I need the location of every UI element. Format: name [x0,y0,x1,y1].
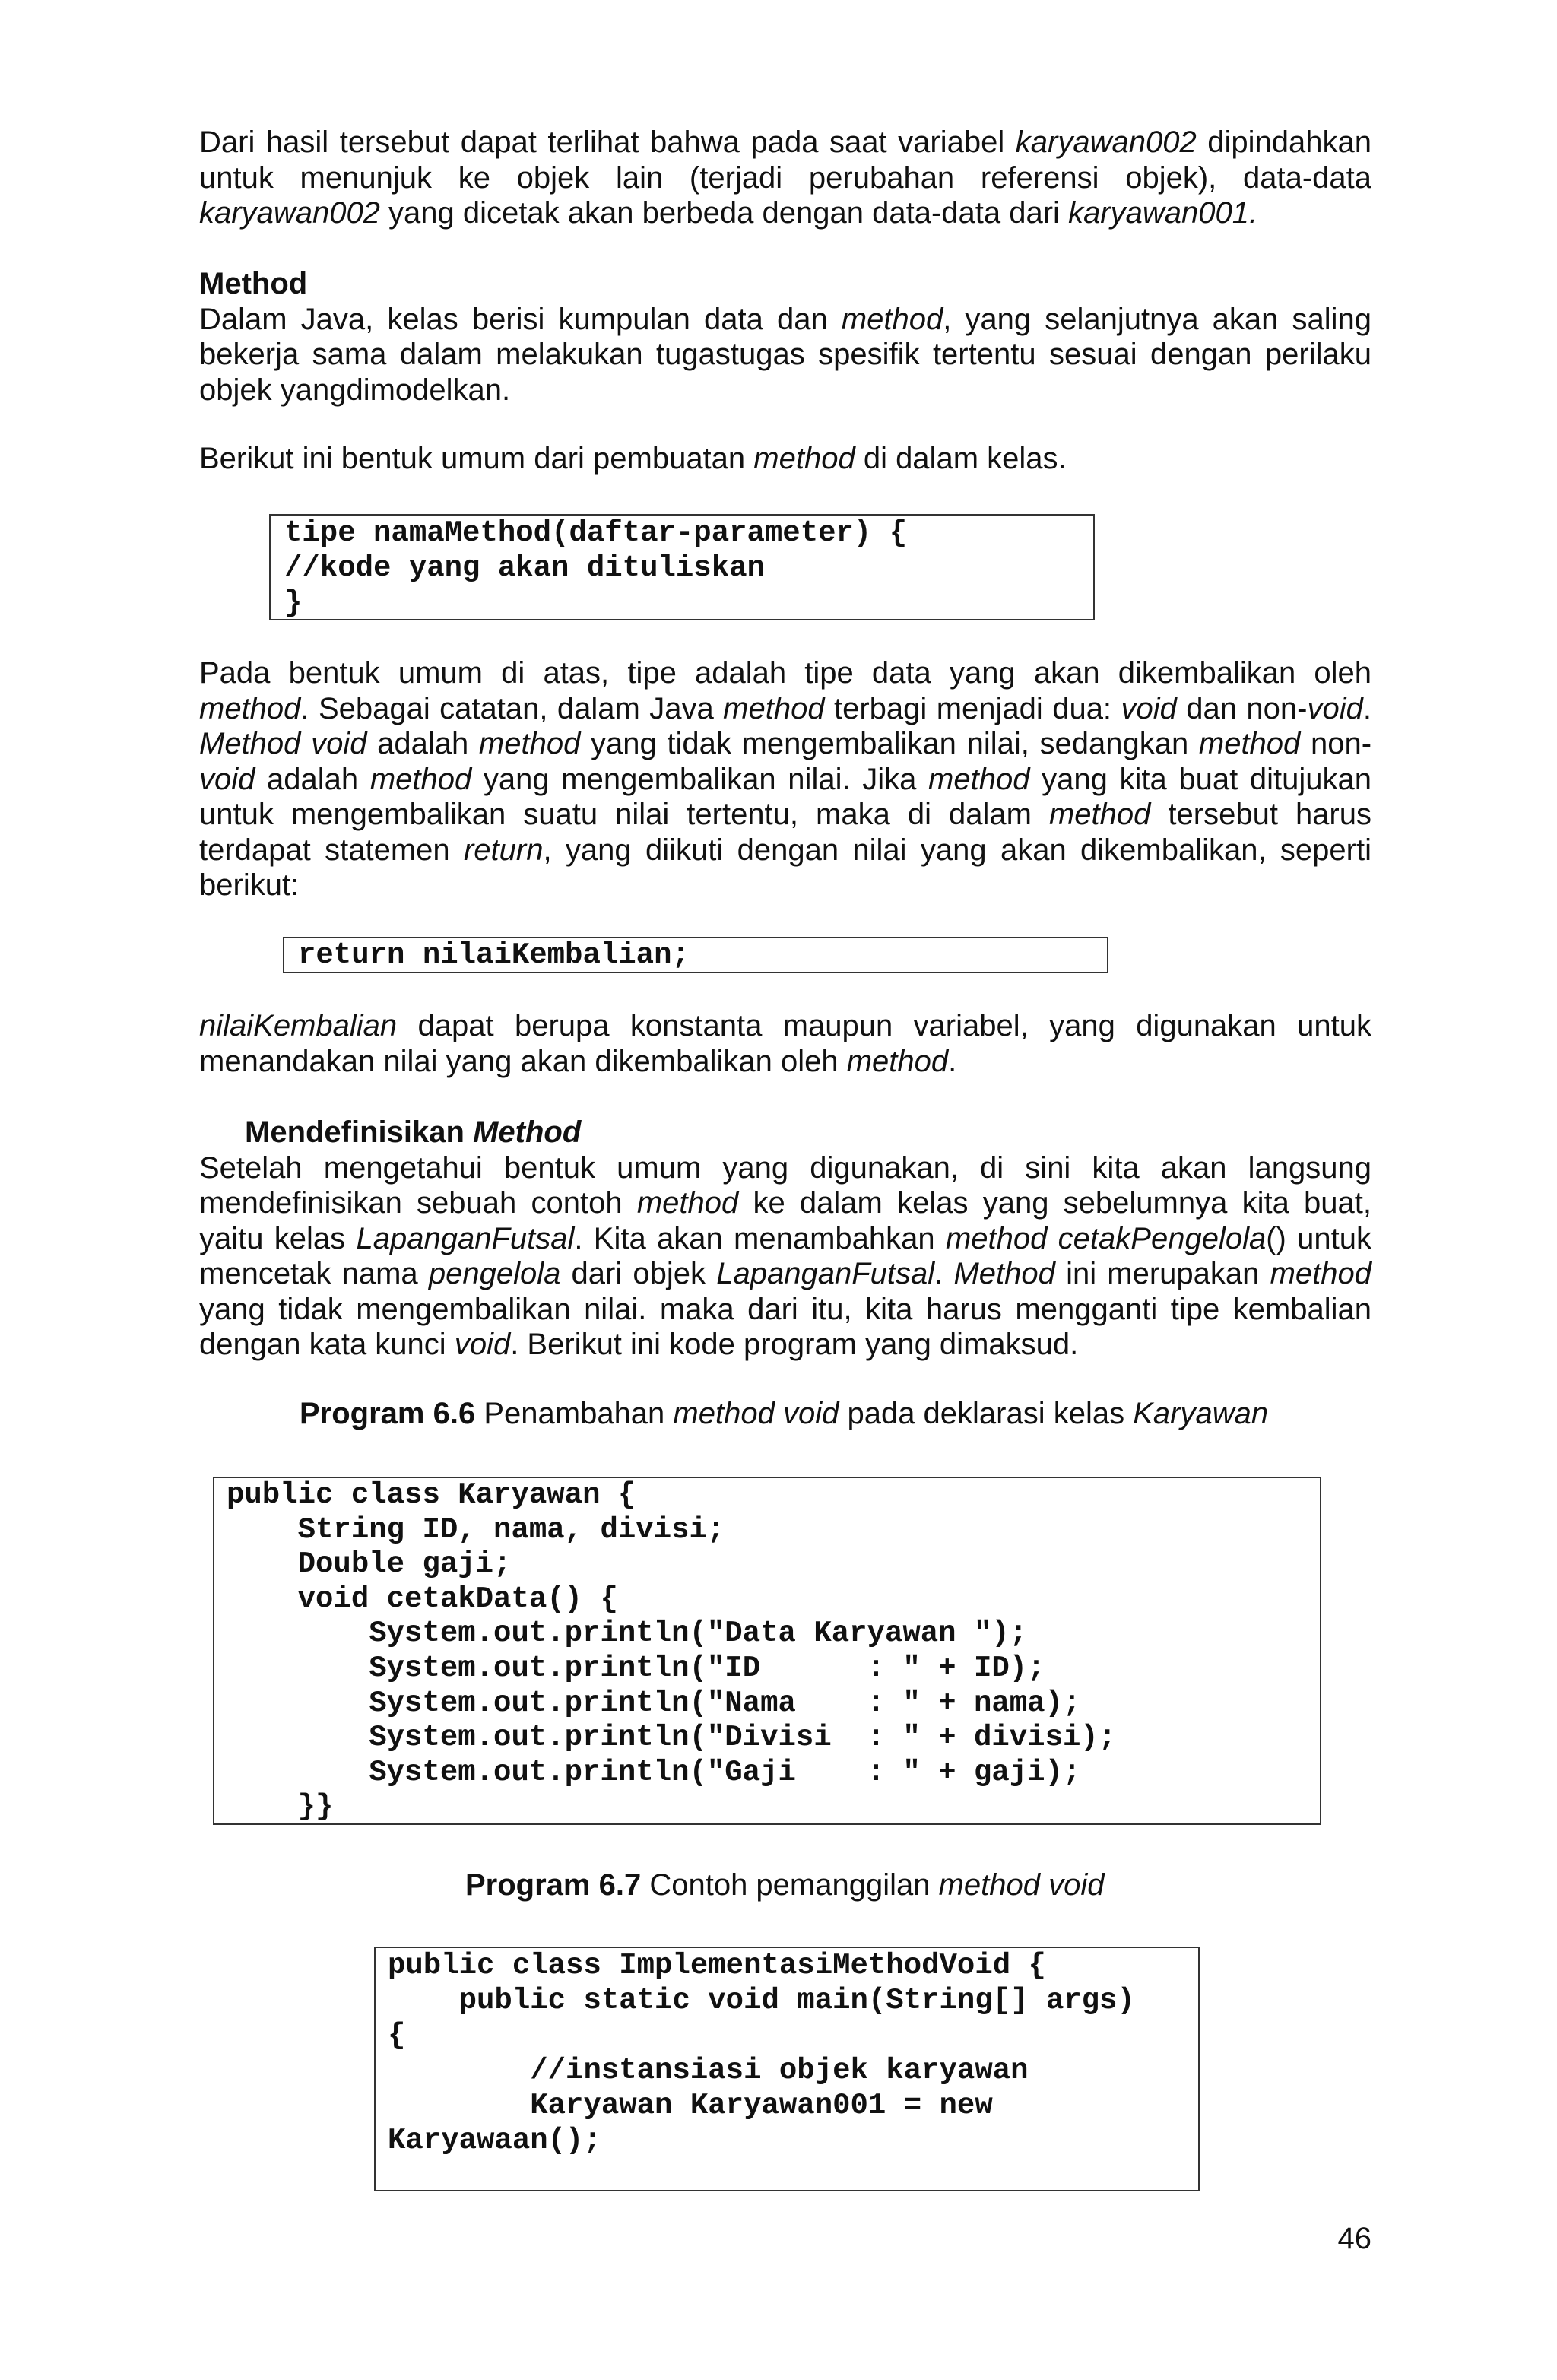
paragraph-return-value [199,1008,1371,1079]
section-method [199,266,1371,408]
text-line: yang tidak mengembalikan nilai. maka dari itu, kita harus mengganti tipe kembalian [199,1292,1371,1326]
text-line: void adalah method yang mengembalikan nilai. Jika method yang kita buat ditujukan [199,762,1371,796]
text-line: method. Sebagai catatan, dalam Java method terbagi menjadi dua: void dan non-void. [199,691,1371,725]
text-line: nilaiKembalian dapat berupa konstanta maupun variabel, yang digunakan untuk [199,1009,1371,1042]
text-line: berikut: [199,868,300,902]
text-line: Method void adalah method yang tidak mengembalikan nilai, sedangkan method non- [199,727,1372,760]
code-block-program-6-6: public class Karyawan { String ID, nama, divisi; Double gaji; void cetakData() { System.out.println("Data Karyawan "); System.out.println("ID : " + ID); System.out.println("Nama : " + nama); System.out.println("Divisi : " + divisi); System.out.println("Gaji : " + gaji); }} [213,1477,1321,1825]
page-number: 46 [1337,2222,1371,2255]
text-line: dengan kata kunci void. Berikut ini kode program yang dimaksud. [199,1328,1079,1361]
caption-program-6-7: Program 6.7 Contoh pemanggilan method void [465,1868,1105,1902]
subsection-heading: Mendefinisikan Method [245,1115,582,1149]
paragraph-method-types [199,655,1371,903]
text-line: terdapat statemen return, yang diikuti dengan nilai yang akan dikembalikan, seperti [199,833,1371,867]
text-line: Berikut ini bentuk umum dari pembuatan method di dalam kelas. [199,442,1067,475]
paragraph-general-form [199,441,1371,477]
text-line: Dalam Java, kelas berisi kumpulan data dan method, yang selanjutnya akan saling [199,302,1372,336]
text-line: bekerja sama dalam melakukan tugastugas spesifik tertentu sesuai dengan perilaku [199,338,1371,371]
caption-program-6-6: Program 6.6 Penambahan method void pada deklarasi kelas Karyawan [300,1397,1269,1430]
text-line: Pada bentuk umum di atas, tipe adalah tipe data yang akan dikembalikan oleh [199,656,1371,690]
text-line: untuk mengembalikan suatu nilai tertentu, maka di dalam method tersebut harus [199,798,1371,831]
section-heading: Method [199,267,308,300]
text-line: Dari hasil tersebut dapat terlihat bahwa pada saat variabel karyawan002 dipindahkan [199,125,1371,159]
text-line: mendefinisikan sebuah contoh method ke dalam kelas yang sebelumnya kita buat, [199,1186,1371,1220]
text-line: karyawan002 yang dicetak akan berbeda dengan data-data dari karyawan001. [199,196,1258,230]
text-line: untuk menunjuk ke objek lain (terjadi perubahan referensi objek), data-data [199,160,1371,195]
paragraph-intro [199,125,1371,231]
code-block-return: return nilaiKembalian; [283,937,1108,973]
text-line: mencetak nama pengelola dari objek LapanganFutsal. Method ini merupakan method [199,1257,1372,1290]
text-line: Setelah mengetahui bentuk umum yang digunakan, di sini kita akan langsung [199,1150,1371,1185]
code-block-program-6-7: public class ImplementasiMethodVoid { public static void main(String[] args) { //instansiasi objek karyawan Karyawan Karyawan001 = new Karyawaan(); [374,1947,1200,2191]
code-block-general-form: tipe namaMethod(daftar-parameter) { //kode yang akan dituliskan } [269,514,1095,620]
section-define-method [199,1115,1371,1363]
text-line: menandakan nilai yang akan dikembalikan oleh method. [199,1044,957,1078]
text-line: yaitu kelas LapanganFutsal. Kita akan menambahkan method cetakPengelola() untuk [199,1221,1371,1255]
text-line: objek yangdimodelkan. [199,373,511,407]
